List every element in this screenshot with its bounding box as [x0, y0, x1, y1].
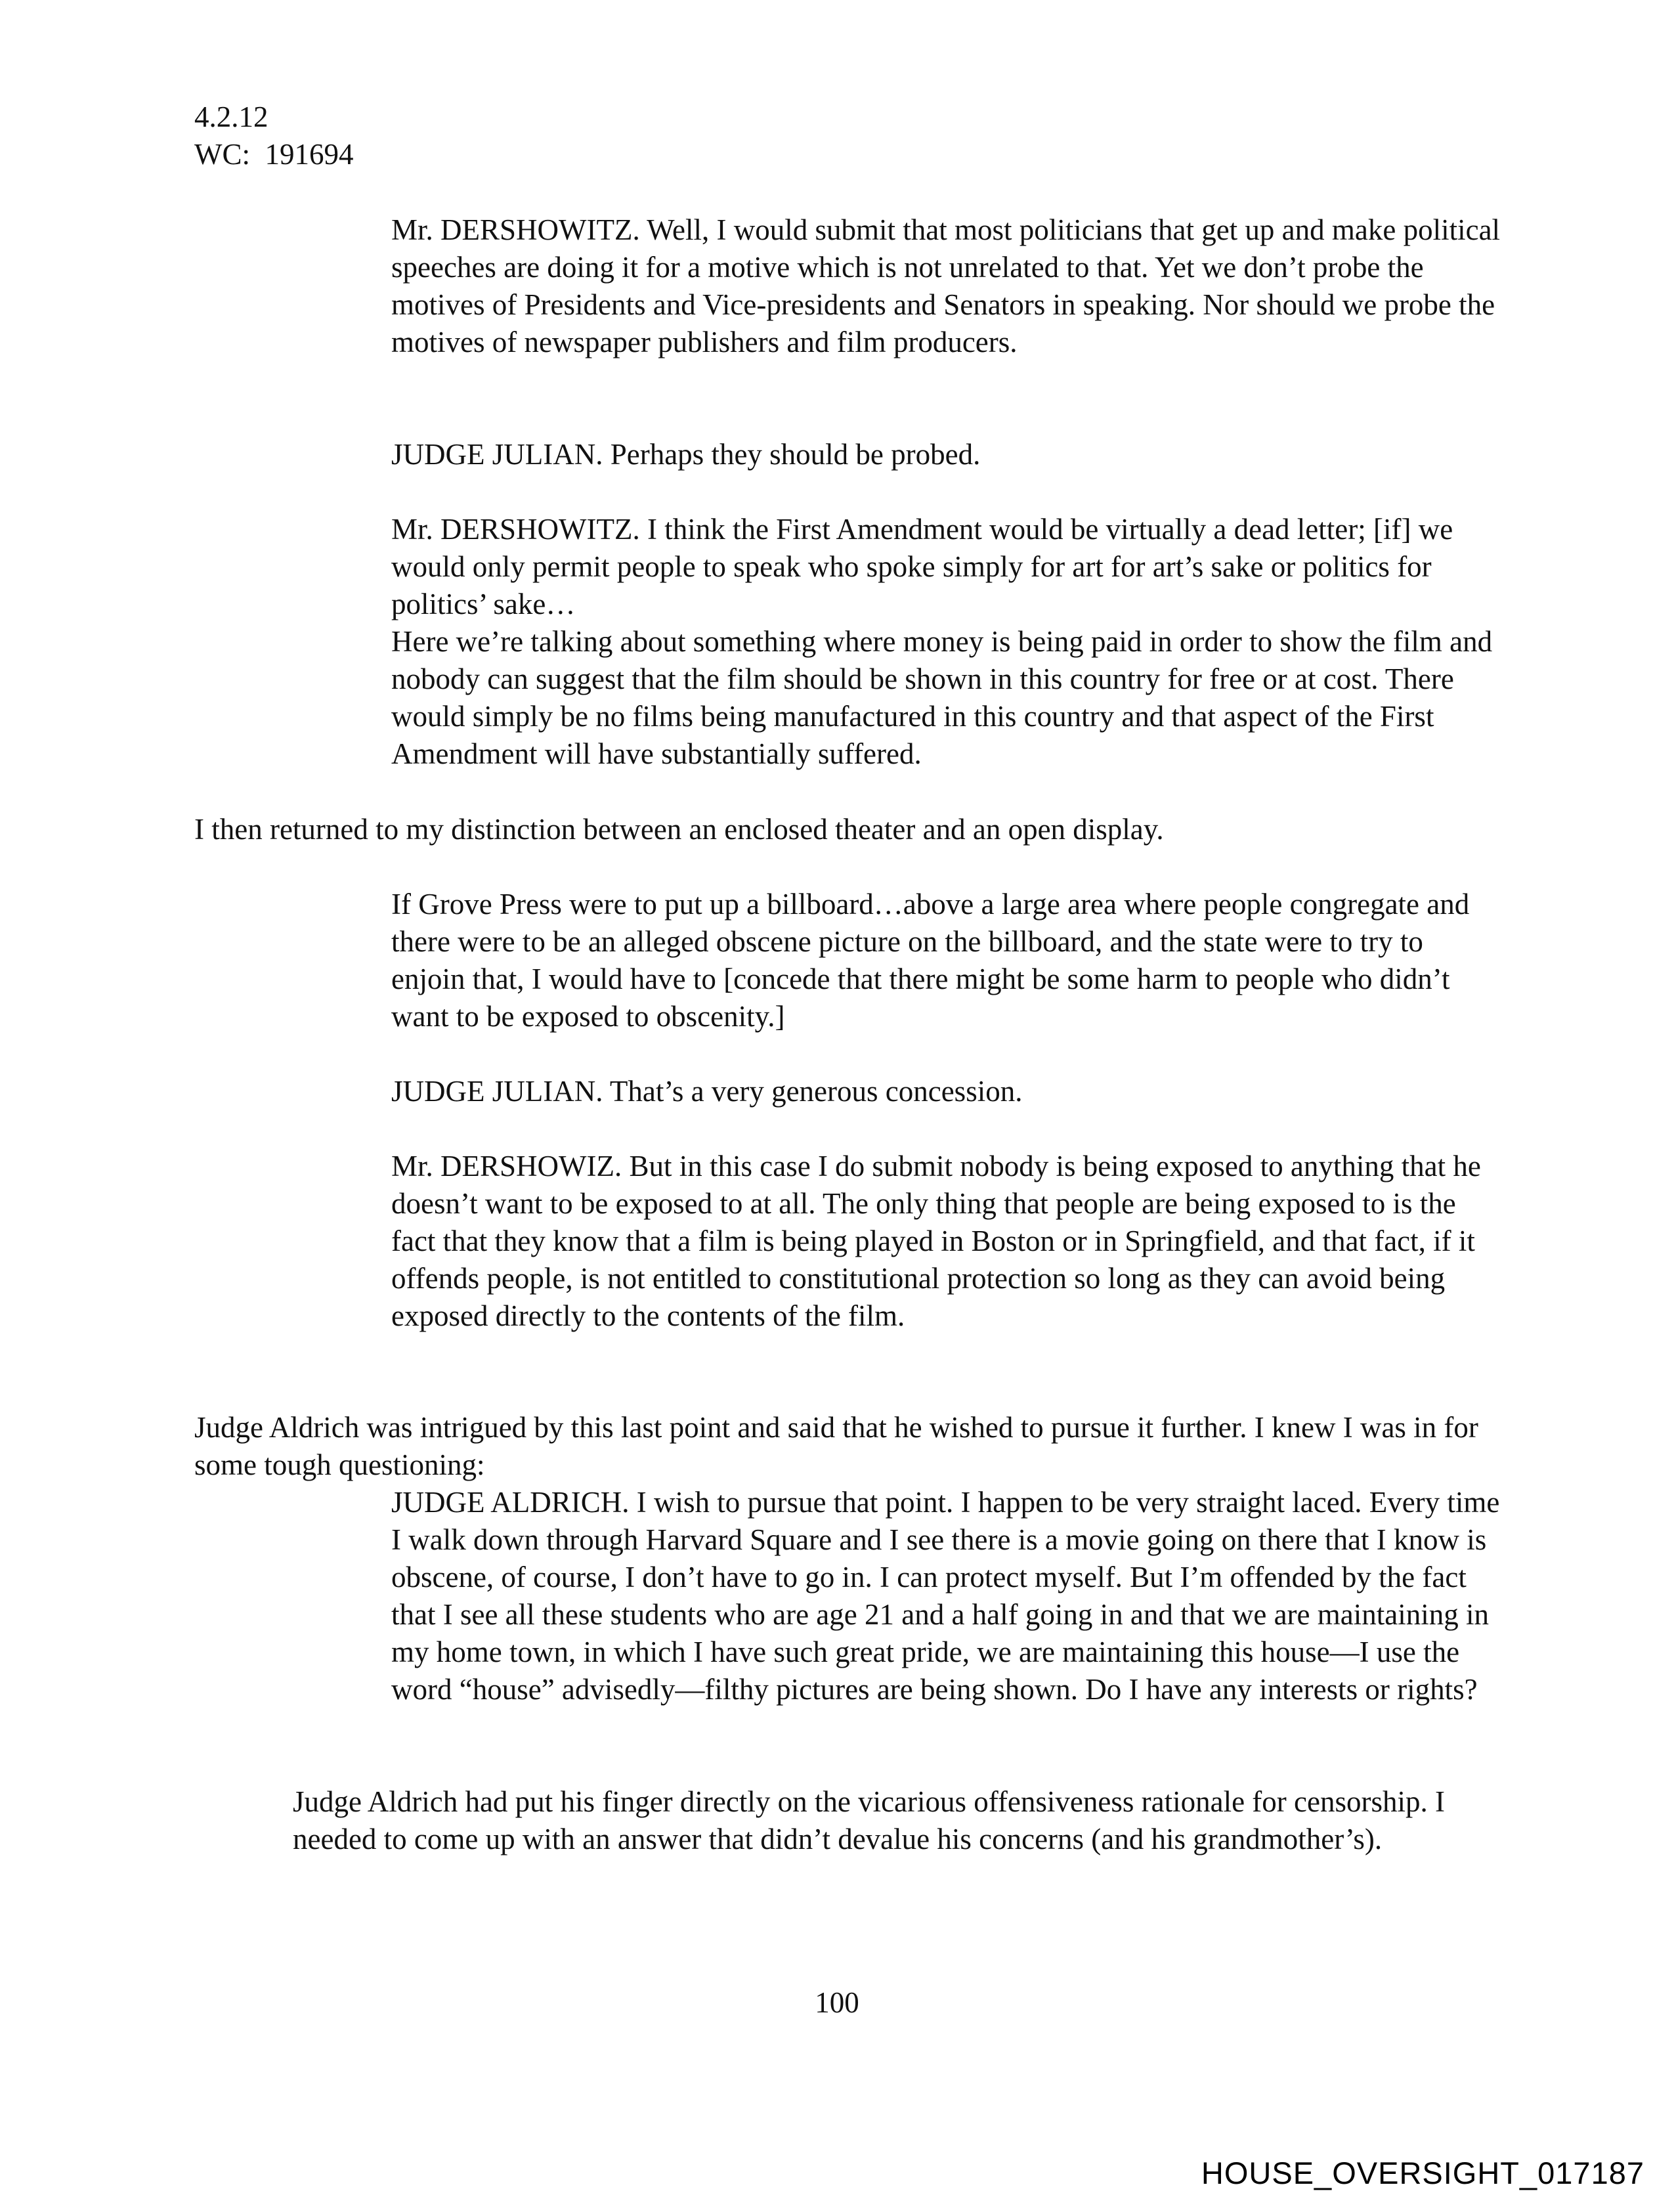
quote-dershowitz-3: If Grove Press were to put up a billboard…above a large area where people congregate and there were to be an alleged obscene picture on the billboard, and the state were to try to enjoin that, I would have to [concede that there might be some harm to people who didn’t want to be exposed to obscenity.] — [391, 888, 1470, 1033]
narrative-paragraph-1: I then returned to my distinction between an enclosed theater and an open display. — [194, 813, 1164, 846]
narrative-paragraph-3: Judge Aldrich had put his finger directly on the vicarious offensiveness rationale for censorship. I needed to come up with an answer that didn’t devalue his concerns (and his grandmother’s). — [293, 1785, 1445, 1855]
quote-dershowitz-2: Mr. DERSHOWITZ. I think the First Amendment would be virtually a dead letter; [if] we would only permit people to speak who spoke simply for art for art’s sake or politics for politics’ sake… — [391, 513, 1453, 620]
document-header — [194, 98, 354, 173]
quote-dershowitz-4: Mr. DERSHOWIZ. But in this case I do submit nobody is being exposed to anything that he doesn’t want to be exposed to at all. The only thing that people are being exposed to is the fact that they know that a film is being played in Boston or in Springfield, and that fact, if it offends people, is not entitled to constitutional protection so long as they can avoid being exposed directly to the contents of the film. — [391, 1150, 1481, 1332]
quote-aldrich-1: JUDGE ALDRICH. I wish to pursue that point. I happen to be very straight laced. Every time I walk down through Harvard Square and I see there is a movie going on there that I know is obscene, of course, I don’t have to go in. I can protect myself. But I’m offended by the fact that I see all these students who are age 21 and a half going in and that we are maintaining in my home town, in which I have such great pride, we are maintaining this house—I use the word “house” advisedly—filthy pictures are being shown. Do I have any interests or rights? — [391, 1486, 1500, 1706]
quote-julian-1: JUDGE JULIAN. Perhaps they should be probed. — [391, 438, 981, 471]
page-number: 100 — [815, 1986, 859, 2019]
quote-dershowitz-2-continued: Here we’re talking about something where money is being paid in order to show the film and nobody can suggest that the film should be shown in this country for free or at cost. There would simply be no films being manufactured in this country and that aspect of the First Amendment will have substantially suffered. — [391, 625, 1493, 770]
quote-julian-2: JUDGE JULIAN. That’s a very generous concession. — [391, 1075, 1023, 1108]
quote-dershowitz-1: Mr. DERSHOWITZ. Well, I would submit that most politicians that get up and make political speeches are doing it for a motive which is not unrelated to that. Yet we don’t probe the motives of Presidents and Vice-presidents and Senators in speaking. Nor should we probe the motives of newspaper publishers and film producers. — [391, 213, 1501, 358]
bates-stamp: HOUSE_OVERSIGHT_017187 — [1201, 2156, 1644, 2190]
narrative-paragraph-2: Judge Aldrich was intrigued by this last point and said that he wished to pursue it further. I knew I was in for some tough questioning: — [194, 1411, 1478, 1481]
header-wordcount: WC: 191694 — [194, 138, 354, 171]
header-date: 4.2.12 — [194, 100, 268, 133]
